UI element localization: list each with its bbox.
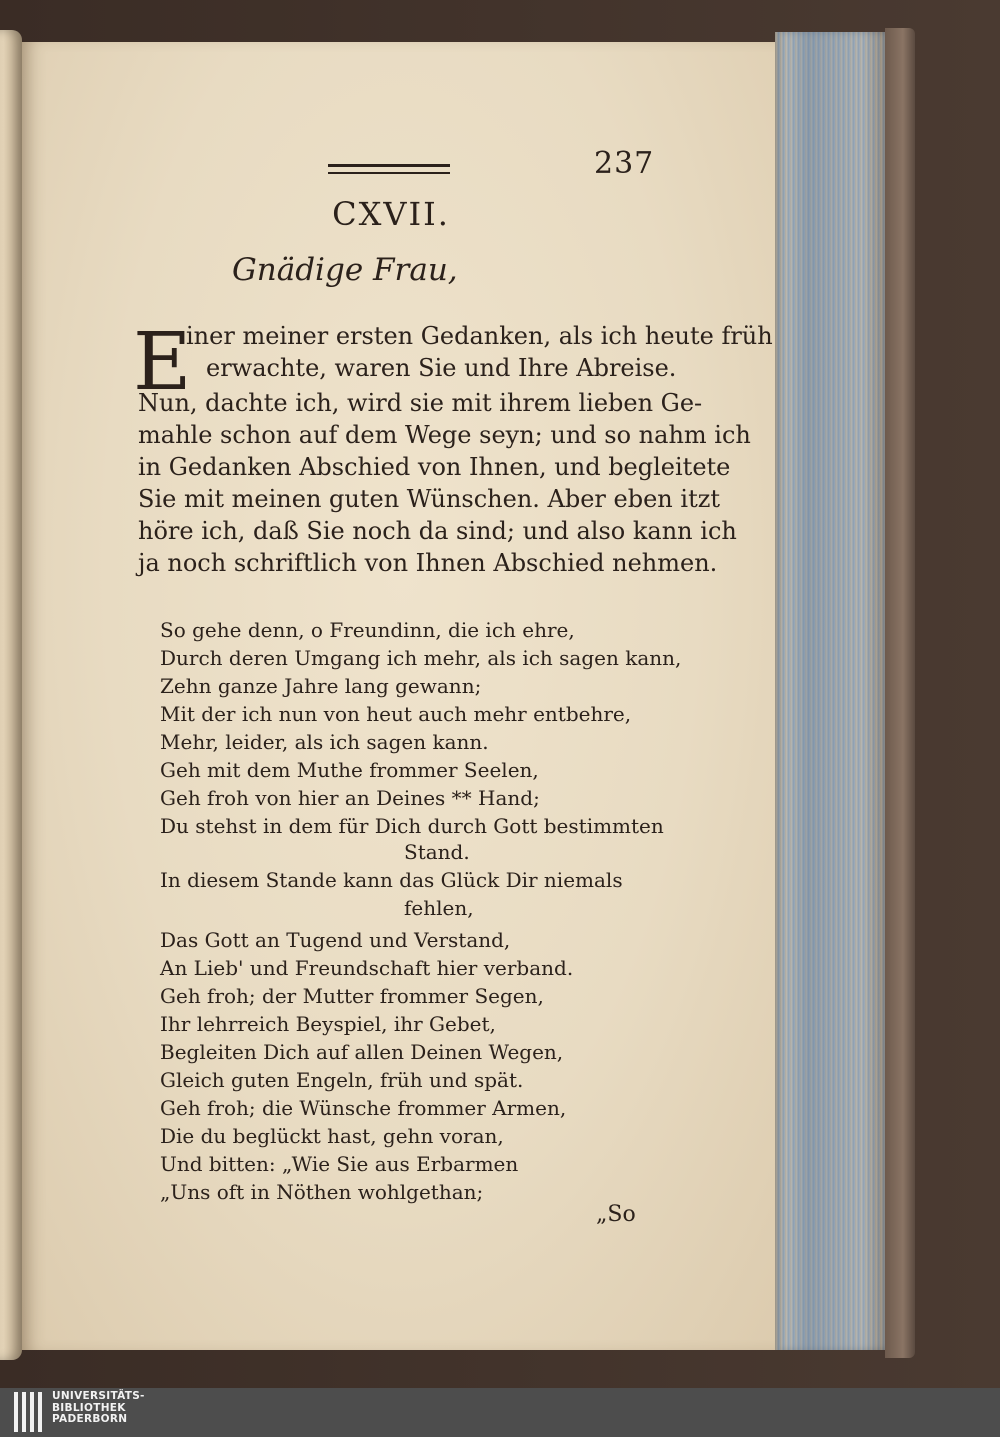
logo-line: PADERBORN — [52, 1413, 128, 1425]
page-edges-tint — [775, 32, 885, 1350]
verse-line: „Uns oft in Nöthen wohlgethan; — [160, 1180, 484, 1204]
verse-line: Geh mit dem Muthe frommer Seelen, — [160, 758, 539, 782]
verse-line: Gleich guten Engeln, früh und spät. — [160, 1068, 524, 1092]
prose-line: ja noch schriftlich von Ihnen Abschied nehmen. — [138, 549, 718, 577]
library-logo-text — [52, 1391, 145, 1426]
verse-line: Die du beglückt hast, gehn voran, — [160, 1124, 504, 1148]
chapter-heading: CXVII. — [332, 195, 450, 233]
library-logo-icon — [14, 1392, 48, 1432]
verse-line: Mehr, leider, als ich sagen kann. — [160, 730, 489, 754]
verse-line-continuation: fehlen, — [404, 896, 474, 920]
library-footer — [0, 1388, 1000, 1437]
verse-line: Das Gott an Tugend und Verstand, — [160, 928, 511, 952]
catchword: „So — [596, 1202, 636, 1227]
verse-line: Geh froh; der Mutter frommer Segen, — [160, 984, 544, 1008]
header-rule-top — [328, 164, 450, 167]
prose-line: Nun, dachte ich, wird sie mit ihrem lieben Ge- — [138, 389, 703, 417]
prose-line: Sie mit meinen guten Wünschen. Aber eben itzt — [138, 485, 720, 513]
verse-line: Du stehst in dem für Dich durch Gott bestimmten — [160, 814, 664, 838]
prose-line: erwachte, waren Sie und Ihre Abreise. — [206, 354, 677, 382]
verse-line: Geh froh von hier an Deines ** Hand; — [160, 786, 540, 810]
logo-line: BIBLIOTHEK — [52, 1401, 126, 1414]
verse-line: An Lieb' und Freundschaft hier verband. — [160, 956, 574, 980]
verse-line-continuation: Stand. — [404, 840, 470, 864]
prose-line: iner meiner ersten Gedanken, als ich heute früh — [186, 322, 773, 350]
page-number: 237 — [594, 146, 655, 181]
prose-line: in Gedanken Abschied von Ihnen, und begleitete — [138, 453, 731, 481]
verse-line: Ihr lehrreich Beyspiel, ihr Gebet, — [160, 1012, 496, 1036]
salutation: Gnädige Frau, — [232, 252, 458, 288]
header-rule-bottom — [328, 172, 450, 174]
logo-line: UNIVERSITÄTS- — [52, 1390, 145, 1402]
drop-cap: E — [133, 315, 192, 408]
verse-line: Mit der ich nun von heut auch mehr entbehre, — [160, 702, 632, 726]
prose-line: mahle schon auf dem Wege seyn; und so nahm ich — [138, 421, 751, 449]
verse-line: Durch deren Umgang ich mehr, als ich sagen kann, — [160, 646, 682, 670]
verse-line: Geh froh; die Wünsche frommer Armen, — [160, 1096, 567, 1120]
prose-line: höre ich, daß Sie noch da sind; und also kann ich — [138, 517, 737, 545]
book-cover-edge — [885, 28, 915, 1358]
verse-line: In diesem Stande kann das Glück Dir niemals — [160, 868, 623, 892]
verse-line: So gehe denn, o Freundinn, die ich ehre, — [160, 618, 575, 642]
verse-line: Begleiten Dich auf allen Deinen Wegen, — [160, 1040, 564, 1064]
verse-line: Zehn ganze Jahre lang gewann; — [160, 674, 482, 698]
verse-line: Und bitten: „Wie Sie aus Erbarmen — [160, 1152, 519, 1176]
